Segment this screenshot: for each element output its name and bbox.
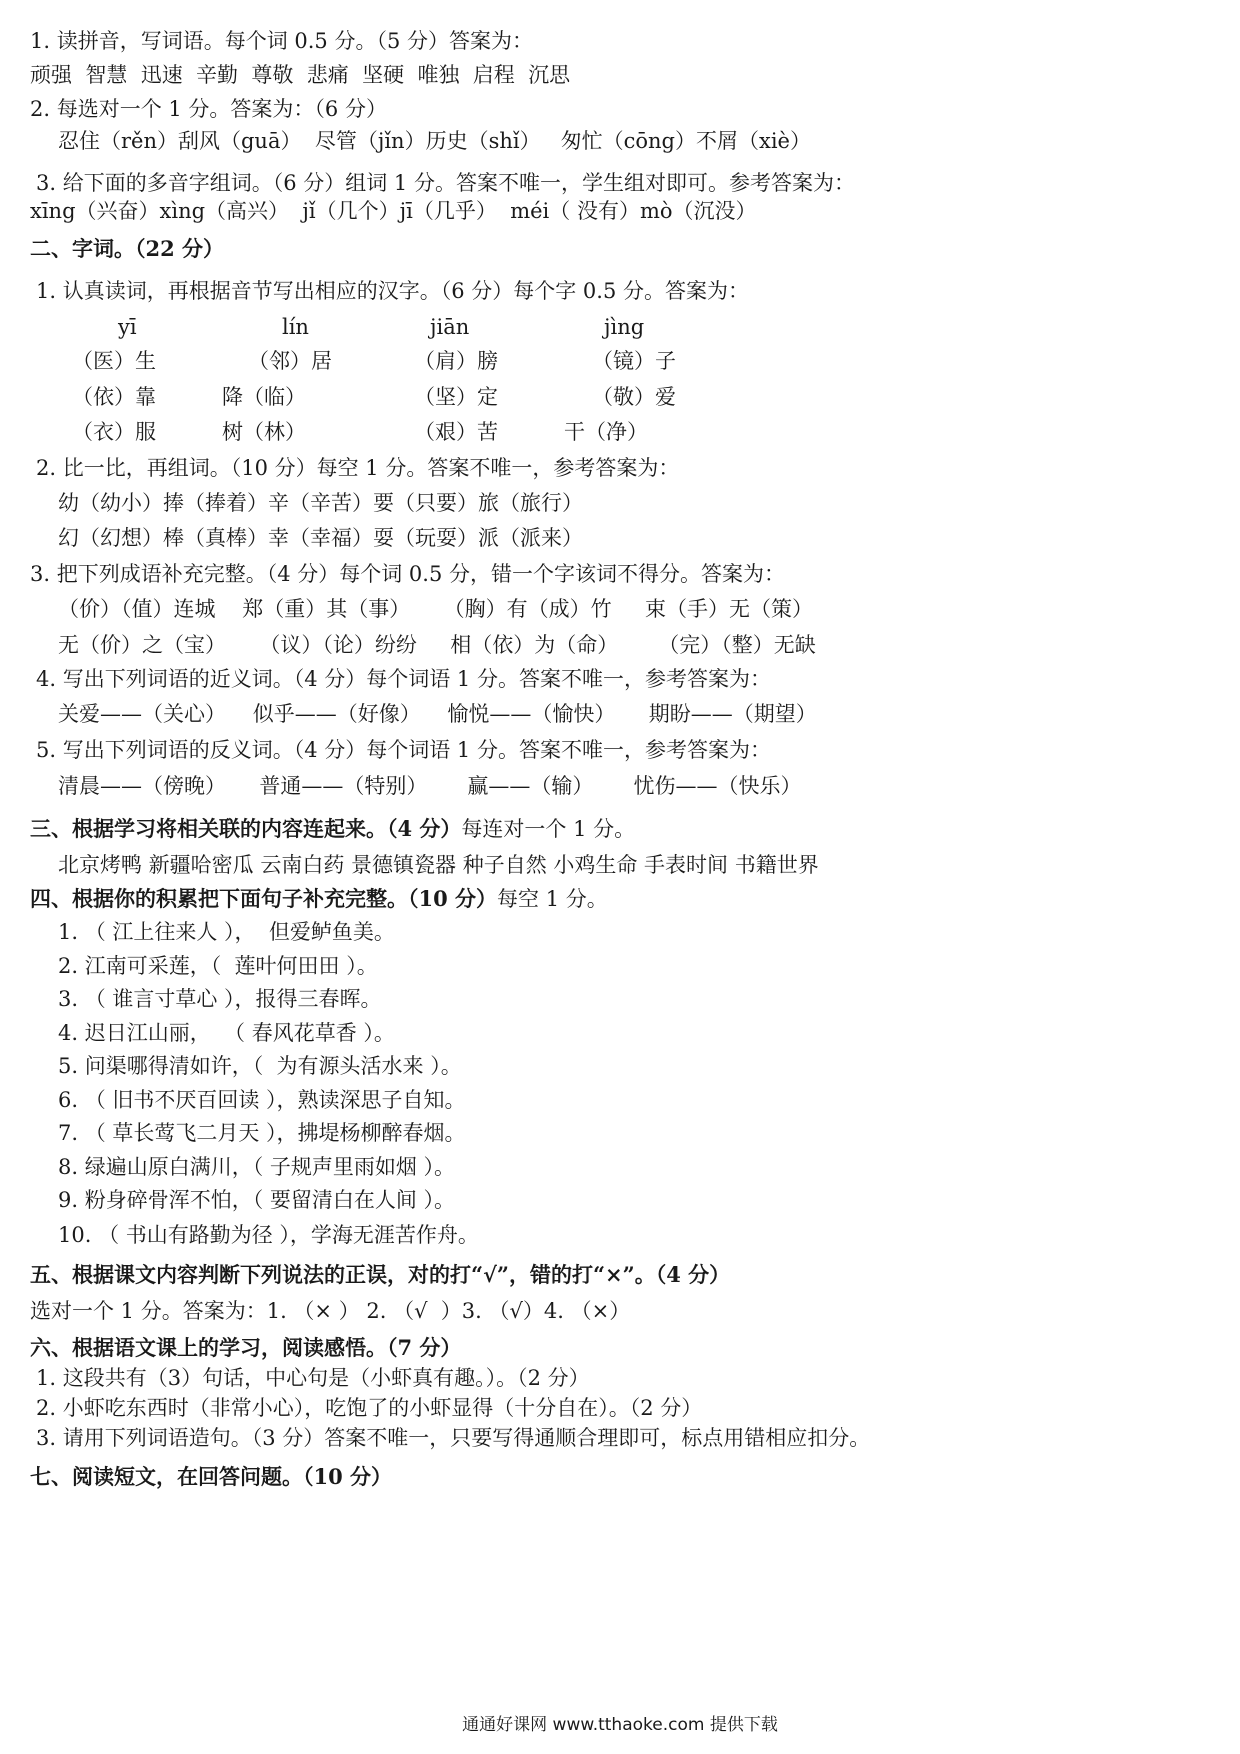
grid-cell: 树（林） [222, 420, 306, 444]
grid-cell: （依）靠 [72, 385, 156, 409]
sec5-heading: 五、根据课文内容判断下列说法的正误，对的打“√”，错的打“×”。（4 分） [30, 1262, 731, 1287]
sec2-q4: 4. 写出下列词语的近义词。（4 分）每个词语 1 分。答案不唯一，参考答案为： [36, 667, 771, 691]
sec2-q4-answers: 关爱——（关心） 似乎——（好像） 愉悦——（愉快） 期盼——（期望） [58, 702, 817, 726]
sec4-item: 9. 粉身碎骨浑不怕，（ 要留清白在人间 ）。 [58, 1188, 456, 1212]
grid-cell: （艰）苦 [414, 420, 498, 444]
sec4-item: 7. （ 草长莺飞二月天 ），拂堤杨柳醉春烟。 [58, 1121, 466, 1145]
pinyin-jian: jiān [430, 315, 470, 339]
sec2-q2-line1: 幼（幼小）捧（捧着）辛（辛苦）要（只要）旅（旅行） [58, 491, 583, 515]
sec2-q5-answers: 清晨——（傍晚） 普通——（特别） 赢——（输） 忧伤——（快乐） [58, 774, 802, 798]
sec2-q5: 5. 写出下列词语的反义词。（4 分）每个词语 1 分。答案不唯一，参考答案为： [36, 738, 771, 762]
sec1-q1: 1. 读拼音，写词语。每个词 0.5 分。（5 分）答案为： [30, 29, 533, 53]
sec1-q3-answers: xīng（兴奋）xìng（高兴） jǐ（几个）jī（几乎） méi（ 没有）mò（沉没） [30, 199, 757, 223]
page-footer: 通通好课网 www.tthaoke.com 提供下载 [462, 1715, 778, 1735]
sec2-q3-line2: 无（价）之（宝） （议）（论）纷纷 相（依）为（命） （完）（整）无缺 [58, 633, 816, 657]
sec4-item: 6. （ 旧书不厌百回读 ），熟读深思子自知。 [58, 1088, 466, 1112]
sec2-heading: 二、字词。（22 分） [30, 236, 225, 261]
grid-cell: （镜）子 [592, 349, 676, 373]
sec3-line [30, 816, 635, 842]
sec2-q3-line1: （价）（值）连城 郑（重）其（事） （胸）有（成）竹 束（手）无（策） [58, 597, 813, 621]
sec4-tail: 每空 1 分。 [497, 887, 608, 911]
pinyin-lin: lín [282, 315, 309, 339]
grid-cell: （衣）服 [72, 420, 156, 444]
grid-cell: （坚）定 [414, 385, 498, 409]
sec4-item: 4. 迟日江山丽， （ 春风花草香 ）。 [58, 1021, 395, 1045]
sec4-item: 3. （ 谁言寸草心 ），报得三春晖。 [58, 987, 382, 1011]
grid-cell: 降（临） [222, 385, 306, 409]
grid-cell: 干（净） [564, 420, 648, 444]
sec3-tail: 每连对一个 1 分。 [461, 817, 636, 841]
grid-cell: （肩）膀 [414, 349, 498, 373]
grid-cell: （医）生 [72, 349, 156, 373]
sec5-answers: 选对一个 1 分。答案为：1. （× ） 2. （√ ）3. （√）4. （×） [30, 1299, 631, 1323]
sec6-item: 1. 这段共有（3）句话，中心句是（小虾真有趣。）。（2 分） [36, 1366, 590, 1390]
sec4-item: 2. 江南可采莲，（ 莲叶何田田 ）。 [58, 954, 378, 978]
sec4-item: 8. 绿遍山原白满川，（ 子规声里雨如烟 ）。 [58, 1155, 456, 1179]
sec1-q2-answers: 忍住（rěn）刮风（guā） 尽管（jǐn）历史（shǐ） 匆忙（cōng）不屑（xiè） [58, 129, 811, 153]
sec2-q2-line2: 幻（幻想）棒（真棒）幸（幸福）耍（玩耍）派（派来） [58, 526, 583, 550]
sec4-line [30, 886, 608, 912]
sec4-item: 5. 问渠哪得清如许，（ 为有源头活水来 ）。 [58, 1054, 462, 1078]
sec4-item: 1. （ 江上往来人 ）， 但爱鲈鱼美。 [58, 920, 395, 944]
sec6-heading: 六、根据语文课上的学习，阅读感悟。（7 分） [30, 1335, 462, 1360]
sec4-heading: 四、根据你的积累把下面句子补充完整。（10 分） [30, 886, 498, 911]
sec4-item: 10. （ 书山有路勤为径 ），学海无涯苦作舟。 [58, 1223, 479, 1247]
sec2-q3: 3. 把下列成语补充完整。（4 分）每个词 0.5 分，错一个字该词不得分。答案为： [30, 562, 785, 586]
pinyin-yi: yī [118, 315, 137, 339]
sec1-q2: 2. 每选对一个 1 分。答案为：（6 分） [30, 97, 387, 121]
sec1-q3: 3. 给下面的多音字组词。（6 分）组词 1 分。答案不唯一，学生组对即可。参考答案为： [36, 171, 855, 195]
sec2-q2: 2. 比一比，再组词。（10 分）每空 1 分。答案不唯一，参考答案为： [36, 456, 680, 480]
pinyin-jing: jìng [604, 315, 645, 339]
sec1-q1-answers: 顽强 智慧 迅速 辛勤 尊敬 悲痛 坚硬 唯独 启程 沉思 [30, 63, 571, 87]
sec6-item: 3. 请用下列词语造句。（3 分）答案不唯一，只要写得通顺合理即可，标点用错相应扣分。 [36, 1426, 871, 1450]
sec2-q1: 1. 认真读词，再根据音节写出相应的汉字。（6 分）每个字 0.5 分。答案为： [36, 279, 749, 303]
sec7-heading: 七、阅读短文，在回答问题。（10 分） [30, 1464, 393, 1489]
sec3-heading: 三、根据学习将相关联的内容连起来。（4 分） [30, 816, 462, 841]
sec6-item: 2. 小虾吃东西时（非常小心），吃饱了的小虾显得（十分自在）。（2 分） [36, 1396, 703, 1420]
grid-cell: （敬）爱 [592, 385, 676, 409]
grid-cell: （邻）居 [248, 349, 332, 373]
sec3-answers: 北京烤鸭 新疆哈密瓜 云南白药 景德镇瓷器 种子自然 小鸡生命 手表时间 书籍世界 [58, 853, 819, 877]
